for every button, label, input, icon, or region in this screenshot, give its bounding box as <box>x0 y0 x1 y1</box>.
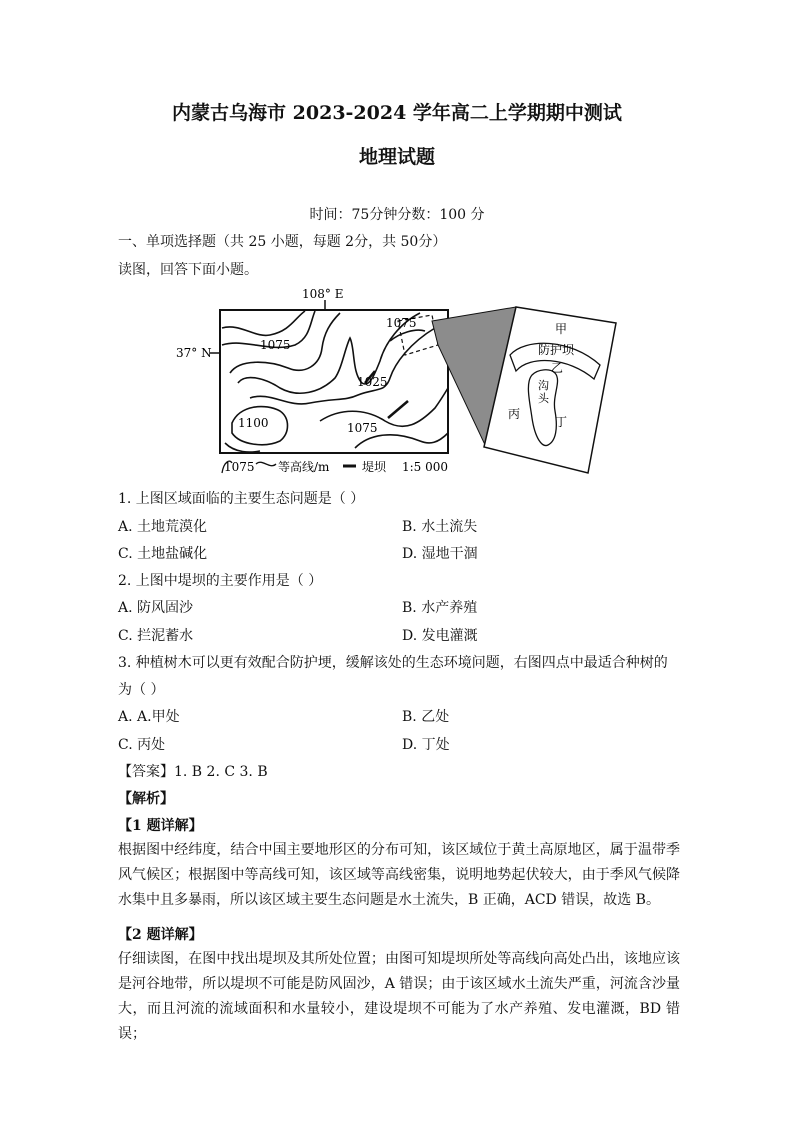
option[interactable]: C. 丙处 <box>118 737 166 753</box>
question-3-stem-cont: 为（ ） <box>118 682 165 698</box>
longitude-label: 108° E <box>302 287 344 301</box>
q1-heading: 【1 题详解】 <box>118 818 203 834</box>
section-heading: 一、单项选择题（共 25 小题，每题 2分，共 50分） <box>118 234 447 250</box>
legend-scale: 1:5 000 <box>402 460 449 474</box>
page-subtitle: 地理试题 <box>358 146 435 168</box>
q2-heading: 【2 题详解】 <box>118 927 203 943</box>
inset-label-ding: 丁 <box>555 415 568 429</box>
option[interactable]: B. 水土流失 <box>402 519 478 535</box>
option[interactable]: C. 拦泥蓄水 <box>118 628 194 644</box>
option[interactable]: A. A.甲处 <box>118 709 180 725</box>
option[interactable]: D. 丁处 <box>402 737 450 753</box>
question-3-stem: 3. 种植树木可以更有效配合防护埂，缓解该处的生态环境问题，右图四点中最适合种树的 <box>118 655 668 671</box>
q2-explanation: 仔细读图，在图中找出堤坝及其所处位置；由图可知堤坝所处等高线向高处凸出，该地应该是河谷地带，所以堤坝不可能是防风固沙，A 错误；由于该区域水土流失严重，河流含沙量大，而且河流的流域面积和水量较小，建设堤坝不可能为了水产养殖、发电灌溉，BD 错误； <box>118 951 680 1042</box>
contour-label: 1025 <box>357 375 388 389</box>
question-1-stem: 1. 上图区域面临的主要生态问题是（ ） <box>118 491 365 507</box>
page-title: 内蒙古乌海市 2023-2024 学年高二上学期期中测试 <box>172 102 622 124</box>
contour-lines <box>222 311 448 452</box>
inset-label-dam: 防护坝 <box>538 343 575 357</box>
latitude-label: 37° N <box>176 346 212 360</box>
contour-label: 1075 <box>347 421 378 435</box>
contour-label: 1075 <box>386 316 417 330</box>
contour-map-figure <box>170 283 620 478</box>
option[interactable]: B. 乙处 <box>402 709 450 725</box>
q1-explanation: 根据图中经纬度，结合中国主要地形区的分布可知，该区域位于黄土高原地区，属于温带季风气候区；根据图中等高线可知，该区域等高线密集，说明地势起伏较大，由于季风气候降水集中且多暴雨，所以该区域主要生态问题是水土流失，B 正确，ACD 错误，故选 B。 <box>118 842 680 908</box>
time-info: 时间：75分钟分数：100 分 <box>309 207 485 223</box>
inset-label-gully: 头 <box>538 392 549 405</box>
option[interactable]: D. 湿地干涸 <box>402 546 478 562</box>
instruction: 读图，回答下面小题。 <box>118 262 258 278</box>
legend-dam-text: 堤坝 <box>362 460 387 474</box>
answer-line: 【答案】1. B 2. C 3. B <box>118 764 268 780</box>
option[interactable]: A. 防风固沙 <box>118 600 194 616</box>
inset-label-yi: 乙 <box>551 361 564 375</box>
inset-label-gully: 沟 <box>538 379 549 392</box>
option[interactable]: D. 发电灌溉 <box>402 628 478 644</box>
legend-contour-text: 等高线/m <box>278 460 330 474</box>
map-frame <box>220 310 448 453</box>
contour-label: 1075 <box>260 338 291 352</box>
question-2-stem: 2. 上图中堤坝的主要作用是（ ） <box>118 573 323 589</box>
option[interactable]: A. 土地荒漠化 <box>118 519 208 535</box>
option[interactable]: B. 水产养殖 <box>402 600 478 616</box>
legend-contour-value: 1075 <box>224 460 255 474</box>
analysis-label: 【解析】 <box>118 791 174 807</box>
option[interactable]: C. 土地盐碱化 <box>118 546 208 562</box>
contour-label: 1100 <box>238 416 269 430</box>
inset-label-jia: 甲 <box>555 322 568 336</box>
inset-label-bing: 丙 <box>508 407 521 421</box>
